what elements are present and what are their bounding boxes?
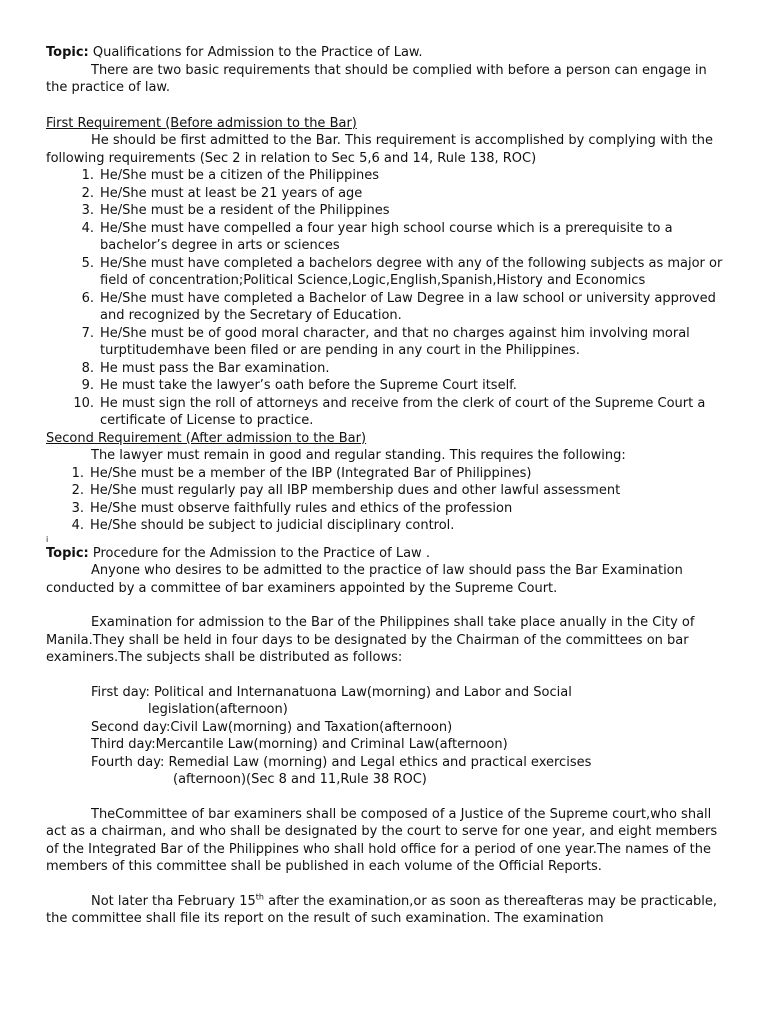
list-item: 1. He/She must be a member of the IBP (Integrated Bar of Philippines) bbox=[71, 465, 532, 481]
ordinal-suffix: th bbox=[255, 892, 264, 902]
list-item: 3. He/She must be a resident of the Philippines bbox=[81, 203, 390, 218]
list-item: 4. He/She must have compelled a four year high school course which is a prerequisite to a bachelor’s degree in arts or sciences bbox=[81, 220, 673, 253]
list-item: 2. He/She must at least be 21 years of age bbox=[81, 185, 363, 201]
topic2-para4: Not later tha February 15th after the examination,or as soon as thereafteras may be practicable, the committee shall file its report on the result of such examination. The examination bbox=[46, 892, 718, 926]
list-item: 3. He/She must observe faithfully rules and ethics of the profession bbox=[71, 500, 513, 516]
exam-schedule bbox=[46, 684, 726, 789]
second-requirement-heading: Second Requirement (After admission to the Bar) bbox=[46, 430, 367, 446]
schedule-day4: Fourth day: Remedial Law (morning) and Legal ethics and practical exercises bbox=[91, 754, 592, 770]
topic1-heading bbox=[46, 44, 726, 62]
topic1-intro: There are two basic requirements that should be complied with before a person can engage in the practice of law. bbox=[46, 62, 707, 95]
schedule-day4-cont: (afternoon)(Sec 8 and 11,Rule 38 ROC) bbox=[173, 772, 427, 787]
first-requirement-heading: First Requirement (Before admission to the Bar) bbox=[46, 115, 357, 131]
topic2-para2: Examination for admission to the Bar of the Philippines shall take place anually in the City of Manila.They shall be held in four days to be designated by the Chairman of the committees on bar examiners.The subjects shall be distributed as follows: bbox=[46, 615, 695, 665]
schedule-day2: Second day:Civil Law(morning) and Taxation(afternoon) bbox=[91, 719, 453, 735]
document-page bbox=[46, 44, 726, 928]
topic2-para3: TheCommittee of bar examiners shall be composed of a Justice of the Supreme court,who shall act as a chairman, and who shall be designated by the court to serve for one year, and eight members of the Integrated Bar of the Philippines who shall hold office for a period of one year.The names of the members of this committee shall be published in each volume of the Official Reports. bbox=[46, 806, 718, 874]
end-marker: i bbox=[46, 534, 49, 544]
topic2-heading bbox=[46, 545, 726, 563]
topic-label: Topic: bbox=[46, 45, 89, 60]
list-item: 1. He/She must be a citizen of the Philippines bbox=[81, 168, 379, 183]
first-requirement-intro: He should be first admitted to the Bar. This requirement is accomplished by complying with the following requirements (Sec 2 in relation to Sec 5,6 and 14, Rule 138, ROC) bbox=[46, 133, 714, 166]
list-item: 4. He/She should be subject to judicial disciplinary control. bbox=[71, 518, 455, 533]
list-item: 10. He must sign the roll of attorneys and receive from the clerk of court of the Supreme Court a certificate of License to practice. bbox=[73, 395, 706, 428]
list-item: 5. He/She must have completed a bachelors degree with any of the following subjects as major or field of concentration;Political Science,Logic,English,Spanish,History and Economics bbox=[81, 255, 723, 288]
schedule-day3: Third day:Mercantile Law(morning) and Criminal Law(afternoon) bbox=[91, 737, 508, 752]
list-item: 9. He must take the lawyer’s oath before the Supreme Court itself. bbox=[81, 378, 517, 393]
schedule-day1: First day: Political and Internanatuona Law(morning) and Labor and Social bbox=[91, 684, 572, 700]
list-item: 7. He/She must be of good moral character, and that no charges against him involving moral turptitudemhave been filed or are pending in any court in the Philippines. bbox=[81, 325, 690, 358]
topic-title: Qualifications for Admission to the Practice of Law. bbox=[88, 45, 423, 60]
topic-label: Topic: bbox=[46, 545, 89, 561]
topic-title: Procedure for the Admission to the Practice of Law . bbox=[88, 545, 430, 561]
list-item: 6. He/She must have completed a Bachelor of Law Degree in a law school or university approved and recognized by the Secretary of Education. bbox=[81, 290, 716, 323]
first-requirement-list bbox=[46, 167, 726, 430]
schedule-day1-cont: legislation(afternoon) bbox=[148, 702, 288, 717]
list-item: 8. He must pass the Bar examination. bbox=[81, 360, 330, 376]
topic2-para1: Anyone who desires to be admitted to the practice of law should pass the Bar Examination conducted by a committee of bar examiners appointed by the Supreme Court. bbox=[46, 563, 683, 596]
second-requirement-list bbox=[46, 465, 726, 535]
list-item: 2. He/She must regularly pay all IBP membership dues and other lawful assessment bbox=[71, 483, 621, 498]
second-requirement-intro: The lawyer must remain in good and regular standing. This requires the following: bbox=[91, 448, 626, 463]
